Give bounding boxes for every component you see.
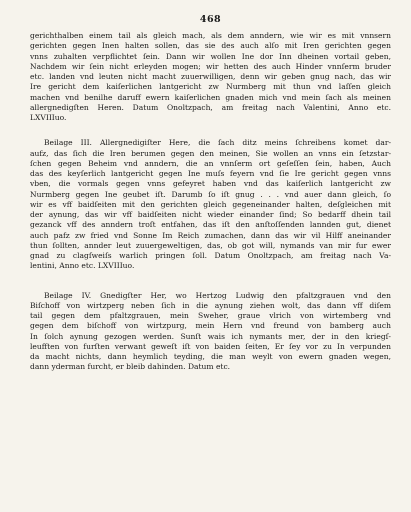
text-line: dann yderman furcht, er bleib dahinden. Datum etc. <box>30 362 231 372</box>
text-line: allergnedigſten Heren. Datum Onoltzpach, am freitag nach Valentini, Anno etc. <box>30 102 391 112</box>
text-line: Nurmberg gegen Ine geubet iſt. Darumb ſo iſt gnug . . . vnd auer dann gleich, ſo <box>30 189 391 199</box>
page-number: 468 <box>199 14 222 25</box>
text-line: leufften von furſten verwant geweſt iſt von baiden ſeiten, Er ſey vor zu In verpunden <box>30 341 391 351</box>
text-line: lentini, Anno etc. LXVIIIuo. <box>30 261 135 271</box>
text-line: LXVIIIuo. <box>30 113 67 122</box>
text-line: Nachdem wir ſein nicht erleyden mogen; wir hetten des auch Hinder vnnſerm bruder <box>30 61 391 71</box>
text-line: Beilage IV. Gnedigſter Her, wo Hertzog Ludwig den pfaltzgrauen vnd den <box>44 290 391 300</box>
text-line: gerichten gegen Inen halten sollen, das sie des auch alſo mit Iren gerichten gegen <box>30 41 391 51</box>
text-line: gezanck vff des anndern troſt entfahen, das iſt den anſtoſſenden lannden gut, dienet <box>30 220 391 230</box>
text-line: thun ſollten, annder leut zuuergeweltigen, das, ob got will, nymands van mir fur ewer <box>30 240 391 250</box>
paragraph-beilage-iv <box>30 291 391 373</box>
text-line: In ſolch aynung gezogen werden. Sunſt wais ich nymants mer, der in den kriegſ- <box>30 331 391 341</box>
text-line: vben, die vormals gegen vnns gefeyret haben vnd das kaiſerlich lantgericht zw <box>30 179 391 189</box>
text-line: vnns zuhalten verpflichtet ſein. Dann wir wollen Ine dor Inn dheinen vortail geben, <box>30 51 391 61</box>
text-line: machen vnd benilhe daruff ewern kaiſerlichen gnaden mich vnd mein ſach als meinen <box>30 92 391 102</box>
text-line: ſchen gegen Beheim vnd anndern, die an vnnſerm ort geſeſſen ſein, haben, Auch <box>30 158 391 168</box>
text-line: das des keyſerlich lantgericht gegen Ine muſs feyern vnd ſie Ire gericht gegen vnns <box>30 169 391 178</box>
text-line: Biſchoff von wirtzperg neben ſich in die aynung ziehen wolt, das dann vff diſem <box>30 300 391 310</box>
text-line: Ire gericht dem kaiſerlichen lantgericht zw Nurmberg mit thun vnd laſſen gleich <box>30 82 391 92</box>
text-line: gnad zu clagſweiſs warlich pringen ſoll. Datum Onoltzpach, am freitag nach Va- <box>30 251 391 260</box>
paragraph-beilage-iii <box>30 138 391 271</box>
text-line: auch pafz zw fried vnd Sonne Im Reich zumachen, dann das wir vil Hilff aneinander <box>30 230 391 240</box>
text-line: tail gegen dem pfaltzgrauen, mein Sweher, graue vlrich von wirtemberg vnd <box>30 311 391 320</box>
text-line: Beilage III. Allergnedigiſter Here, die ſach ditz meins ſchreibens komet dar- <box>44 138 391 148</box>
text-line: da macht nichts, dann heymlich teyding, die man weylt von ewern gnaden wegen, <box>30 352 391 361</box>
text-line: etc. landen vnd leuten nicht macht zuuerwilligen, denn wir geben gnug nach, das wir <box>30 72 391 81</box>
text-line: aufz, das ſich die Iren berumen gegen den meinen, Sie wollen an vnns ein ſetzstar- <box>30 148 391 158</box>
paragraph-letter-end <box>30 31 391 123</box>
text-line: wir es vff baidſeiten mit den gerichten gleich gegeneinander halten, deſgleichen mit <box>30 199 391 209</box>
text-line: gerichthalben einem tail als gleich mach, als dem anndern, wie wir es mit vnnsern <box>30 31 391 40</box>
text-line: gegen dem biſchoff von wirtzpurg, mein Hern vnd freund von bamberg auch <box>30 321 391 331</box>
text-line: der aynung, das wir vff baidſeiten nicht wieder einander ſind; So bedarff dhein tail <box>30 210 391 219</box>
